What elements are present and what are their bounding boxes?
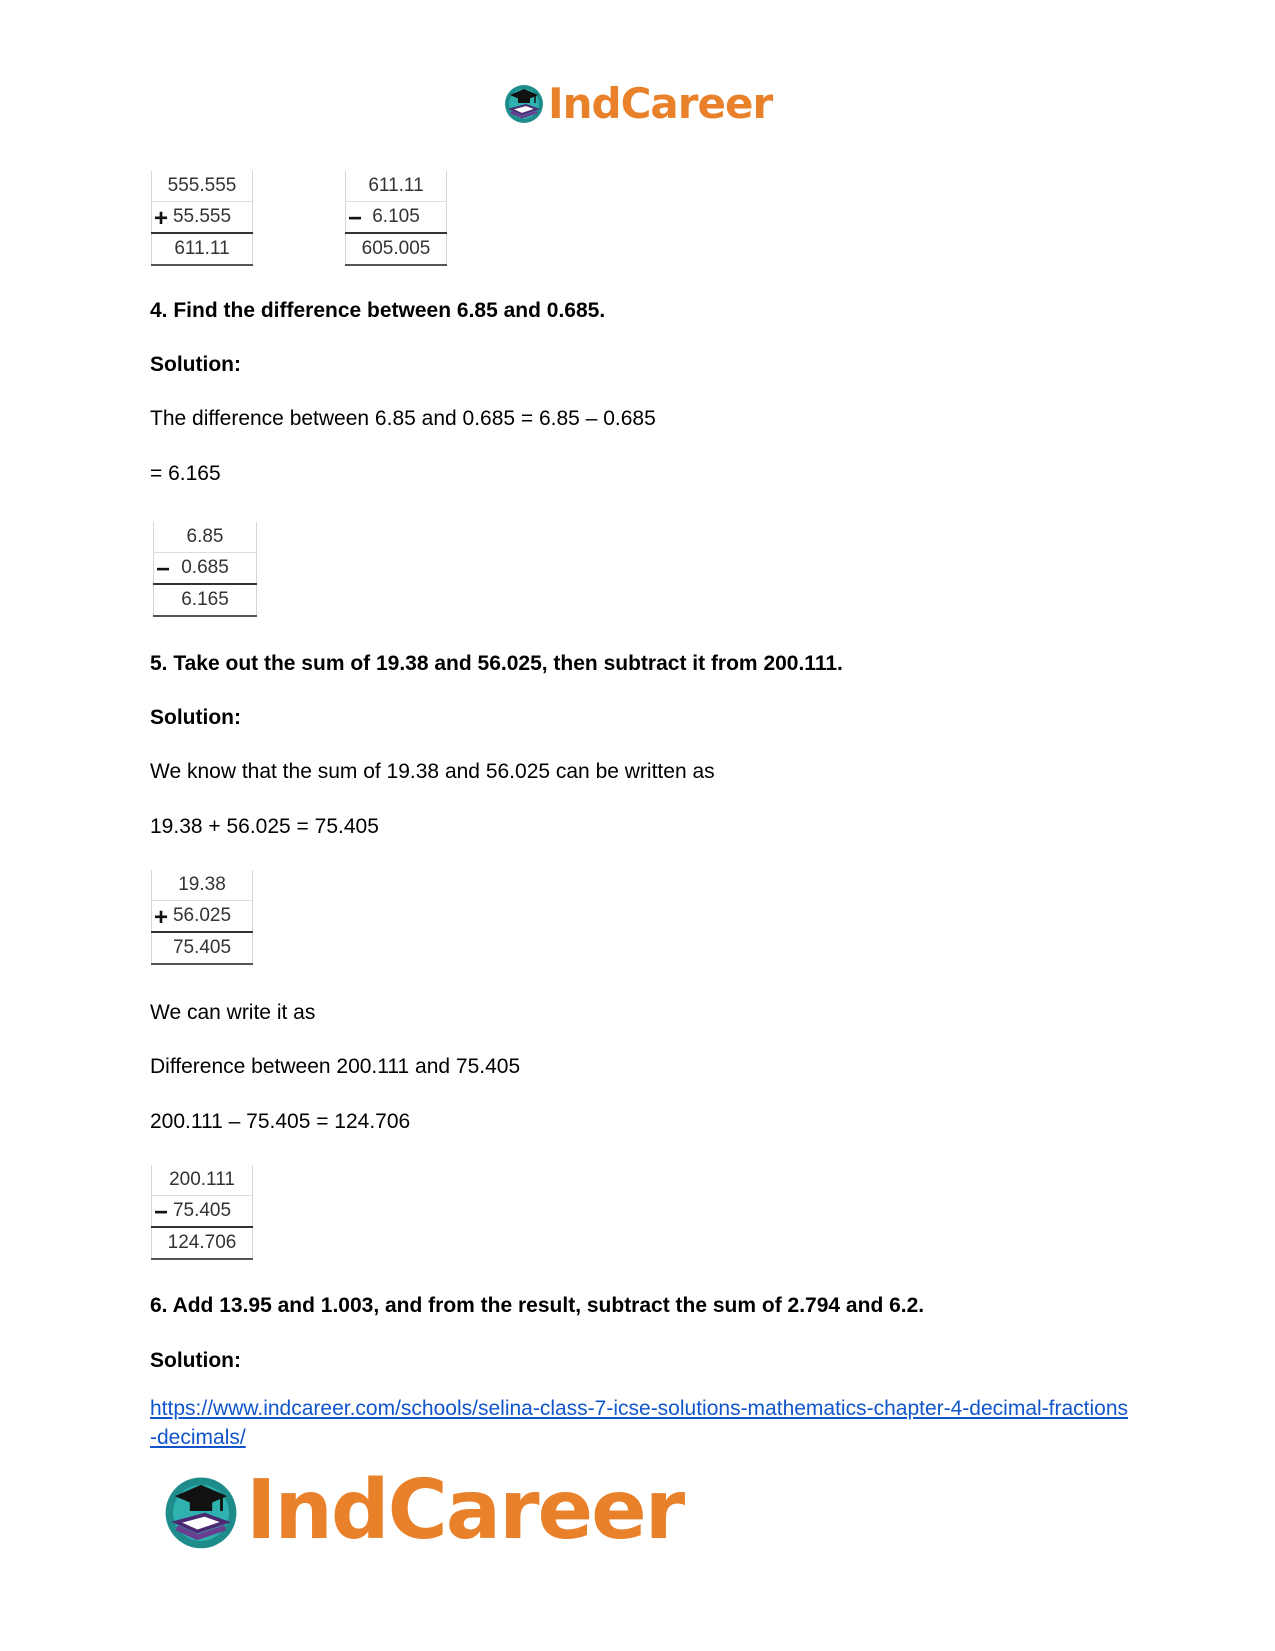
- calc-operand-value: 56.025: [172, 905, 232, 926]
- calc-top-value: 555.555: [152, 171, 253, 202]
- solution-label-6: Solution:: [150, 1349, 241, 1372]
- solution-label-5: Solution:: [150, 706, 241, 729]
- q5-line-3: We can write it as: [150, 1001, 316, 1024]
- calc-operand-row: [154, 553, 257, 585]
- q5-line-5: 200.111 – 75.405 = 124.706: [150, 1110, 411, 1133]
- question-4: 4. Find the difference between 6.85 and 0.685.: [150, 299, 606, 322]
- minus-sign: −: [154, 1199, 169, 1226]
- calc-result-value: 6.165: [154, 584, 257, 616]
- q5-line-1: We know that the sum of 19.38 and 56.025 can be written as: [150, 760, 715, 783]
- calc-operand-value: 6.105: [372, 206, 420, 227]
- calc-top-value: 611.11: [346, 171, 447, 202]
- source-link[interactable]: https://www.indcareer.com/schools/selina-class-7-icse-solutions-mathematics-chapter-4-decimal-fractions-decimals/: [150, 1397, 1129, 1449]
- brand-name: IndCareer: [548, 78, 773, 128]
- subtraction-table-q4: [153, 522, 257, 617]
- footer-logo: [160, 1463, 684, 1558]
- calc-result-value: 75.405: [152, 932, 253, 964]
- minus-sign: −: [156, 556, 171, 583]
- calc-operand-value: 0.685: [181, 557, 229, 578]
- plus-sign: +: [154, 904, 169, 931]
- q5-line-2: 19.38 + 56.025 = 75.405: [150, 815, 379, 838]
- graduation-book-globe-icon: [502, 81, 546, 125]
- question-5: 5. Take out the sum of 19.38 and 56.025, then subtract it from 200.111.: [150, 652, 843, 675]
- calc-top-value: 200.111: [152, 1165, 253, 1196]
- calc-top-value: 6.85: [154, 522, 257, 553]
- calc-result-value: 124.706: [152, 1227, 253, 1259]
- question-6: 6. Add 13.95 and 1.003, and from the result, subtract the sum of 2.794 and 6.2.: [150, 1294, 925, 1317]
- q4-line-2: = 6.165: [150, 462, 221, 485]
- header-logo: [502, 80, 772, 126]
- calc-operand-row: [152, 202, 253, 234]
- addition-table-555: [151, 171, 447, 266]
- solution-label-4: Solution:: [150, 353, 241, 376]
- calc-result-value: 611.11: [152, 233, 253, 265]
- plus-sign: +: [154, 205, 169, 232]
- subtraction-table-q5: [151, 1165, 253, 1260]
- minus-sign: −: [348, 205, 363, 232]
- addition-table-q5: [151, 870, 253, 965]
- q4-line-1: The difference between 6.85 and 0.685 = 6.85 – 0.685: [150, 407, 656, 430]
- brand-name: IndCareer: [246, 1463, 684, 1558]
- calc-operand-row: [152, 901, 253, 933]
- calc-result-value: 605.005: [346, 233, 447, 265]
- calc-operand-row: [152, 1196, 253, 1228]
- graduation-book-globe-icon: [160, 1470, 242, 1552]
- calc-operand-row: [346, 202, 447, 234]
- q5-line-4: Difference between 200.111 and 75.405: [150, 1055, 521, 1078]
- calc-operand-value: 55.555: [172, 206, 232, 227]
- calc-top-value: 19.38: [152, 870, 253, 901]
- calc-operand-value: 75.405: [172, 1200, 232, 1221]
